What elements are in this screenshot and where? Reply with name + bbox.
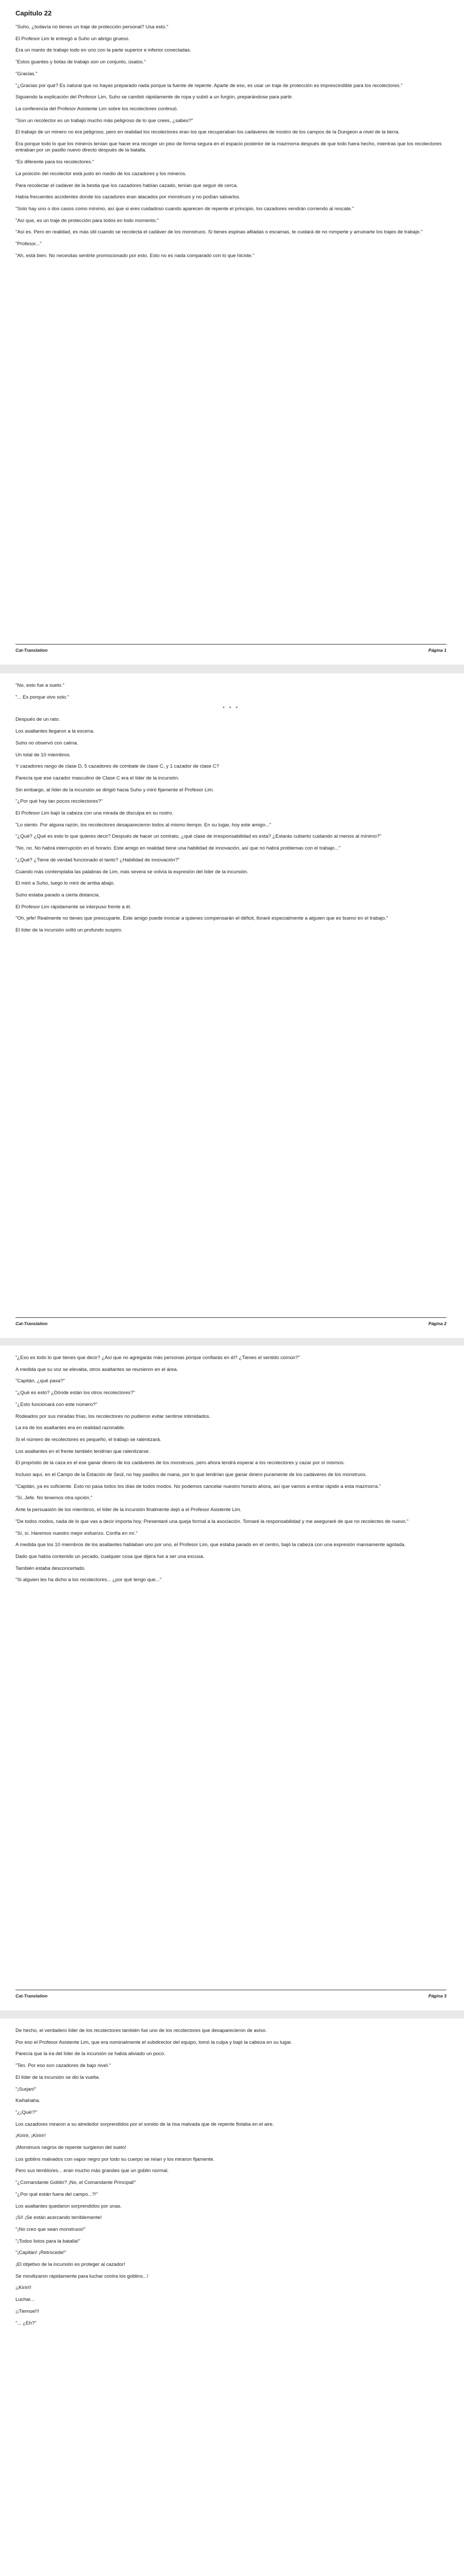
paragraph: Y cazadores rango de clase D, 5 cazadores de combate de clase C, y 1 cazador de clase C? xyxy=(15,764,219,770)
paragraph: "¡Capitán! ¡Retrocede!" xyxy=(15,2250,67,2256)
paragraph: Suho estaba parado a cierta distancia. xyxy=(15,892,100,898)
paragraph: Los goblins malvados con vapor negro por todo su cuerpo se reían y los miraron fijamente. xyxy=(15,2156,215,2162)
paragraph: De hecho, el verdadero líder de los recolectores también fue uno de los recolectores que desaparecieron de aviso. xyxy=(15,2028,267,2033)
paragraph: También estaba desconcertado. xyxy=(15,1565,86,1571)
paragraph: Luchar... xyxy=(15,2297,35,2303)
paragraph: "¿Qué? ¿Tiene de verdad funcionado el tanto? ¿Habilidad de innovación?" xyxy=(15,857,180,863)
paragraph: "Son un recolector es un trabajo mucho más peligroso de lo que crees, ¿sabes?" xyxy=(15,117,193,124)
page-footer xyxy=(15,1990,446,2004)
paragraph: Kwhahaha. xyxy=(15,2098,41,2104)
paragraph: "Estos guantes y botas de trabajo son un conjunto, úsalos." xyxy=(15,59,146,65)
paragraph: El miró a Suho, luego lo miró de arriba abajo. xyxy=(15,880,115,887)
paragraph: "¿Comandante Goblin? ¡No, el Comandante Principal!" xyxy=(15,2180,136,2186)
paragraph: "¿Por qué hay tan pocos recolectores?" xyxy=(15,799,103,805)
paragraph: Era porque todo lo que los mineros tenían que hacer era recoger un piso de forma segura en el espacio posterior de la mazmorra después de que todo fuera hecho, mientras que los recolectores entraban por un pasillo nuevo directo después de la batalla. xyxy=(15,141,442,154)
paragraph: ¡¡Tiemue!!! xyxy=(15,2308,40,2314)
paragraph: Incluso aquí, en el Campo de la Estación de Seúl, no hay pasillos de mana, por lo que tendrían que ganar dinero puramente de los cadáveres de los monstruos. xyxy=(15,1472,367,1478)
paragraph: ¡¡Kiriri!! xyxy=(15,2285,31,2291)
page-footer xyxy=(15,1317,446,1331)
paragraph: Los asaltantes quedaron sorprendidos por unas. xyxy=(15,2203,122,2209)
paragraph: Rodeados por sus miradas frías, los recolectores no pudieron evitar sentirse intimidados. xyxy=(15,1413,211,1419)
paragraph: El Profesor Lim rápidamente se interpuso frente a él. xyxy=(15,904,131,910)
paragraph: Los asaltantes llegaron a la escena. xyxy=(15,728,95,735)
paragraph: "Ten. Por eso son cazadores de bajo nivel." xyxy=(15,2063,111,2069)
paragraph: "Así es. Pero en realidad, es más útil cuando se recolecta el cadáver de los monstruos. Si tienes espinas afiladas o escamas, te cuidará de no romperte y arruinarte los trajes de trabajo." xyxy=(15,229,423,235)
paragraph: Era un manto de trabajo todo en uno con la parte superior e inferior conectadas. xyxy=(15,47,191,54)
paragraph: "Suho, ¿todavía no tienes un traje de protección personal? Usa esto." xyxy=(15,24,169,30)
paragraph: "Solo hay uno o dos casos como mínimo, así que si eres cuidadoso cuando aparecen de repente el principio, los cazadores vendrán corriendo al rescate." xyxy=(15,206,354,212)
paragraph: "... ¿Eh?" xyxy=(15,2320,37,2326)
document-page xyxy=(0,1346,464,2010)
paragraph: "Es diferente para los recolectores." xyxy=(15,159,94,165)
paragraph: Un total de 10 miembros. xyxy=(15,752,71,758)
paragraph: ¡Monstruos negros de repente surgieron del suelo! xyxy=(15,2145,126,2151)
paragraph: El Profesor Lim bajó la cabeza con una mirada de disculpa en su rostro. xyxy=(15,810,174,817)
paragraph: Parecía que ese cazador masculino de Clase C era el líder de la incursión. xyxy=(15,775,179,781)
paragraph: "Si alguien les ha dicho a los recolectores... ¿por qué tengo que..." xyxy=(15,1577,162,1583)
paragraph: La conferencia del Profesor Asistente Lim sobre los recolectores continuó. xyxy=(15,106,178,112)
paragraph: La posición del recolector está justo en medio de los cazadores y los mineros. xyxy=(15,171,187,177)
paragraph: "¿Gracias por qué? Es natural que no hayas preparado nada porque la fuente de repente. Aparte de eso, es usar un traje de protección es imprescindible para los recolectores." xyxy=(15,82,403,89)
paragraph: Los asaltantes en el frente también tendrían que ralentizarse. xyxy=(15,1448,150,1454)
paragraph: ¡Kiririr, ¡Kiririr! xyxy=(15,2133,46,2139)
paragraph: Los cazadores miraron a su alrededor sorprendidos por el sonido de la risa malvada que de repente flotaba en el aire. xyxy=(15,2121,274,2127)
paragraph: ¡Sí! ¡Se están acercando terriblemente! xyxy=(15,2215,102,2221)
paragraph: "¡Todos listos para la batalla!" xyxy=(15,2238,80,2244)
paragraph: Para recolectar el cadáver de la bestia que los cazadores habían cazado, tenían que seguir de cerca. xyxy=(15,182,238,189)
paragraph: A medida que su voz se elevaba, otros asaltantes se reunieron en el área. xyxy=(15,1366,178,1372)
paragraph: "... Es porque vivo solo." xyxy=(15,694,69,700)
paragraph: "Gracias." xyxy=(15,71,38,77)
paragraph: "¿Eso es todo lo que tienes que decir? ¿Así que no agregarás más personas porque confiarás en él? ¿Tienes el sentido común?" xyxy=(15,1355,300,1361)
paragraph: "¿Qué? ¿Qué es esto lo que quieres decir? Después de hacer un contrato, ¿qué clase de irresponsabilidad es esta? ¿Estarás cubierto cuidando al menos al mínimo?" xyxy=(15,834,382,840)
page-gap xyxy=(0,1338,464,1346)
paragraph: Por eso el Profesor Asistente Lim, que era nominalmente el subdirector del equipo, tomó la culpa y bajó la cabeza en su lugar. xyxy=(15,2039,292,2045)
paragraph: "¡Surjan!" xyxy=(15,2086,37,2092)
paragraph: Sin embargo, al líder de la incursión se dirigió hacia Suho y miró fijamente el Profesor Lim. xyxy=(15,787,214,793)
paragraph: "¿Por qué están fuera del campo...?!" xyxy=(15,2191,98,2197)
paragraph: "Sí, sí. Haremos nuestro mejor esfuerzo. Confía en mí." xyxy=(15,1530,138,1536)
paragraph: Cuando más contemplaba las palabras de Lim, más severa se volvía la expresión del líder de la incursión. xyxy=(15,869,248,875)
paragraph: A medida que los 10 miembros de los asaltantes hablaban uno por uno, el Profesor Lim, que estaba parado en el centro, bajó la cabeza con una expresión mansamente agotada. xyxy=(15,1542,406,1548)
footer-team-label: Cat-Translation xyxy=(15,1321,48,1326)
paragraph: "Sí, Jefe. No tenemos otra opción." xyxy=(15,1495,93,1501)
paragraph: Había frecuentes accidentes donde los cazadores eran atacados por monstruos y no podían salvarlos. xyxy=(15,194,241,200)
footer-page-number: Página 3 xyxy=(428,1993,446,1998)
paragraph: El líder de la incursión se dio la vuelta. xyxy=(15,2074,100,2080)
document-page xyxy=(0,2019,464,2576)
footer-page-number: Página 1 xyxy=(428,648,446,653)
document-page xyxy=(0,0,464,665)
paragraph: "¡No creo que sean monstruos!" xyxy=(15,2226,86,2232)
paragraph: La ira de los asaltantes era en realidad razonable. xyxy=(15,1425,125,1431)
paragraph: "¿¡Qué!?" xyxy=(15,2109,38,2115)
document-page xyxy=(0,673,464,1338)
paragraph: Parecía que la ira del líder de la incursión se había aliviado un poco. xyxy=(15,2051,165,2057)
paragraph: Pero sus temblores... eran mucho más grandes que un goblin normal. xyxy=(15,2168,169,2174)
footer-team-label: Cat-Translation xyxy=(15,1993,48,1998)
paragraph: "No, esto fue a suelo." xyxy=(15,683,64,688)
paragraph: "Lo siento. Por alguna razón, los recolectores desaparecieron todos al mismo tiempo. En su lugar, hoy este amigo..." xyxy=(15,822,271,828)
paragraph: "De todos modos, nada de lo que vas a decir importa hoy. Presentaré una queja formal a la asociación. Tomaré la responsabilidad y me aseguraré de que no recolectes de nuevo." xyxy=(15,1518,409,1524)
paragraph: Siguiendo la explicación del Profesor Lim, Suho se cambió rápidamente de ropa y subió a un furgón, preparándose para partir. xyxy=(15,94,293,100)
page-gap xyxy=(0,2010,464,2019)
page-footer xyxy=(15,644,446,658)
chapter-title: Capítulo 22 xyxy=(15,9,52,17)
paragraph: "Ah, está bien. No necesitas sentirte promocionado por esto. Esto no es nada comparado con lo que hiciste." xyxy=(15,252,255,259)
paragraph: "Capitán, ¿qué pasa?" xyxy=(15,1378,65,1384)
paragraph: Se movilizaron rápidamente para luchar contra los goblins...! xyxy=(15,2273,148,2279)
paragraph: Suho no observó con calma. xyxy=(15,740,78,746)
paragraph: Después de un rato. xyxy=(15,717,60,723)
paragraph: "Capitán, ya es suficiente. Esto no pasa todos los días de todos modos. No podemos cancelar nuestro horario ahora, así que vamos a entrar rápido a esta mazmorra." xyxy=(15,1483,381,1489)
paragraph: Ante la persuasión de los miembros, el líder de la incursión finalmente dejó a el Profesor Asistente Lim. xyxy=(15,1507,242,1513)
paragraph: "Oh, jefe! Realmente no tienes que preocuparte. Este amigo puede invocar a quienes compensarán el déficit, lloraré especialmente a alguien que es bueno en el trabajo." xyxy=(15,916,388,922)
footer-team-label: Cat-Translation xyxy=(15,648,48,653)
paragraph: "¿Qué es esto? ¿Dónde están los otros recolectores?" xyxy=(15,1390,135,1396)
paragraph: "Así que, es un traje de protección para todos en todo momento." xyxy=(15,217,159,224)
paragraph: Si el número de recolectores es pequeño, el trabajo se ralentizará. xyxy=(15,1436,161,1443)
paragraph: Dado que había contenido un pecado, cualquier cosa que dijera fue a ser una excusa. xyxy=(15,1553,205,1560)
paragraph: "¿Esto funcionará con este número?" xyxy=(15,1401,97,1408)
paragraph: "Profesor..." xyxy=(15,241,42,247)
paragraph: El propósito de la caza es el ese ganar dinero de los cadáveres de los monstruos, pero ahora tendrá esperar a los recolectores y cazar por sí mismos. xyxy=(15,1460,345,1466)
page-gap xyxy=(0,665,464,673)
paragraph: El trabajo de un minero no era peligroso, pero en realidad los recolectores eran los que recuperaban los cadáveres de mostro de los campos de la Dungeon a nivel de la tierra. xyxy=(15,129,400,135)
paragraph: "No, no. No habrá interrupción en el horario. Este amigo en realidad tiene una habilidad de innovación, así que no habrá problemas con el trabajo..." xyxy=(15,845,341,852)
paragraph: El Profesor Lim le entregó a Suho un abrigo grueso. xyxy=(15,36,130,42)
footer-page-number: Página 2 xyxy=(428,1321,446,1326)
paragraph: ¡El objetivo de la incursión es proteger al cazador! xyxy=(15,2262,125,2268)
paragraph: El líder de la incursión soltó un profundo suspiro. xyxy=(15,927,123,934)
section-separator: * * * xyxy=(222,706,240,712)
